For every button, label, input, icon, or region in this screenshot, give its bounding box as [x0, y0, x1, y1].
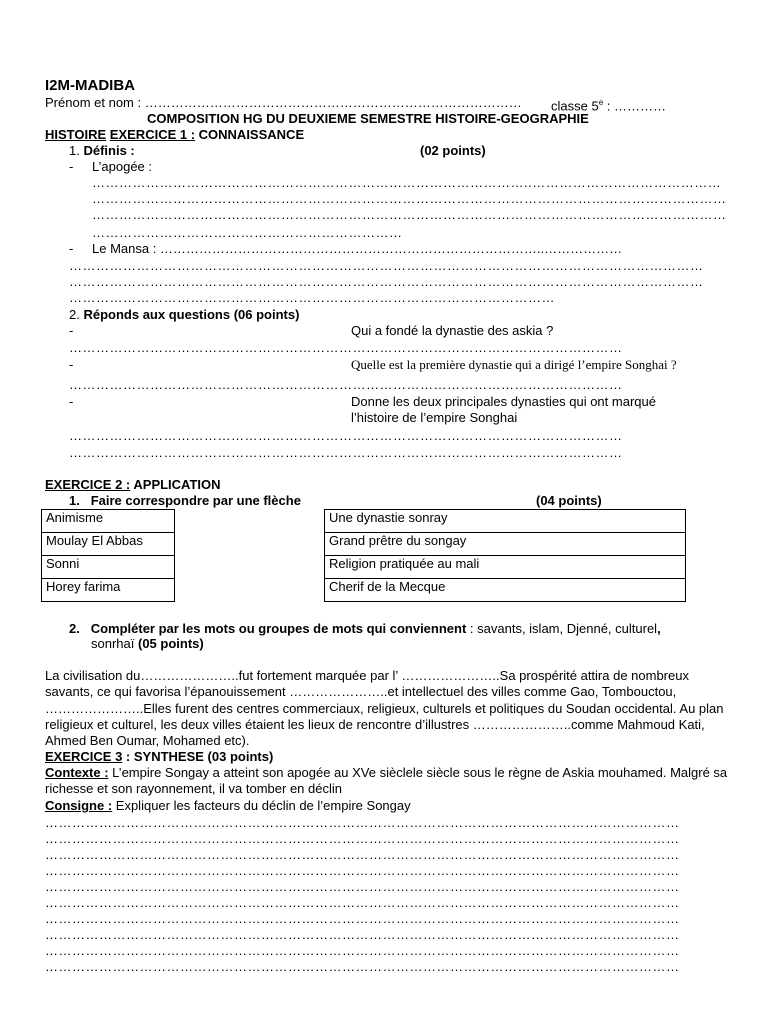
question-3-answer-line-1: …………………………………………………………………………………………………………… — [69, 428, 623, 443]
mansa-line-3: ……………………………………………………………………………………………… — [69, 290, 555, 305]
ex2-q2 — [69, 621, 661, 637]
ex2-heading-rest: APPLICATION — [130, 477, 221, 492]
consigne-text: Expliquer les facteurs du déclin de l’empire Songay — [112, 798, 411, 813]
synthese-answer-line: …………………………………………………………………………………………………………………………… — [45, 911, 680, 926]
match-left-row — [42, 579, 175, 602]
match-right-item: Religion pratiquée au mali — [325, 556, 686, 579]
ex2-heading — [45, 477, 221, 493]
classe-sup: e — [598, 98, 604, 107]
synthese-answer-line: …………………………………………………………………………………………………………………………… — [45, 879, 680, 894]
match-right-row — [325, 556, 686, 579]
mansa-dash: - — [69, 241, 74, 256]
match-right-item: Une dynastie sonray — [325, 510, 686, 533]
classe-label: classe 5 — [551, 98, 599, 114]
ex1-q1-points: (02 points) — [420, 143, 486, 158]
synthese-answer-line: …………………………………………………………………………………………………………………………… — [45, 943, 680, 958]
school-name: I2M-MADIBA — [45, 77, 135, 94]
contexte-paragraph — [45, 765, 735, 798]
name-label: Prénom et nom : …………………………………………………………………………… — [45, 95, 522, 110]
mansa-line-2: …………………………………………………………………………………………………………………………… — [69, 274, 704, 289]
ex2-q2-label: Compléter par les mots ou groupes de mots qui conviennent — [90, 621, 467, 636]
mansa-label: Le Mansa : ……………………………………………………………………………..……………… — [92, 241, 623, 256]
match-left-item: Sonni — [42, 556, 175, 579]
consigne-label: Consigne : — [45, 798, 113, 813]
apogee-line-3: …………………………………………………………………………………………………………………………… — [92, 207, 727, 222]
ex3-heading — [45, 749, 273, 765]
match-right-column — [324, 509, 686, 602]
ex2-q2-line2 — [91, 636, 204, 652]
ex2-q2-comma: , — [657, 621, 661, 636]
synthese-answer-line: …………………………………………………………………………………………………………………………… — [45, 863, 680, 878]
match-right-row — [325, 579, 686, 602]
ex2-q2-words2: sonrhaï — [91, 636, 135, 651]
page-title: COMPOSITION HG DU DEUXIEME SEMESTRE HISTOIRE-GEOGRAPHIE — [147, 111, 589, 126]
fill-in-paragraph: La civilisation du…………………..fut fortement marquée par l’ …………………..Sa prospérité attira de nombreux savants, ce qui favorisa l’épanouissement …………………..et intellectuel des villes comme Gao, Tombouctou, …………………..Elles furent des centres commerciaux, religieux, culturels et politiques du Soudan occidental. Au plan religieux et culturel, les deux villes étaient les lieux de rencontre d’illustres …………………..comme Mahmoud Kati, Ahmed Ben Oumar, Mohamed etc). — [45, 668, 724, 749]
contexte-text: L’empire Songay a atteint son apogée au XVe sièclele siècle sous le règne de Askia mouhamed. Malgré sa richesse et son rayonnement, il va tomber en déclin — [45, 765, 728, 797]
name-field-line — [45, 95, 522, 111]
ex1-q1-label: Définis : — [83, 143, 135, 158]
apogee-line-1: ……………………………………………………………………………………..…………………………………… — [92, 175, 722, 190]
ex2-q2-points: (05 points) — [134, 636, 204, 651]
question-1-dash: - — [69, 323, 74, 338]
ex1-q2-num: 2. — [69, 307, 80, 322]
ex2-q2-words: : savants, islam, Djenné, culturel — [466, 621, 658, 636]
ex1-q2 — [69, 307, 299, 323]
ex3-heading-label: EXERCICE 3 — [45, 749, 123, 764]
match-right-item: Cherif de la Mecque — [325, 579, 686, 602]
match-left-row — [42, 510, 175, 533]
synthese-answer-line: …………………………………………………………………………………………………………………………… — [45, 847, 680, 862]
mansa-line-1: …………………………………………………………………………………………………………………………… — [69, 258, 704, 273]
synthese-answer-line: …………………………………………………………………………………………………………………………… — [45, 959, 680, 974]
apogee-dash: - — [69, 159, 74, 174]
ex2-q1-points: (04 points) — [536, 493, 602, 508]
match-left-item: Horey farima — [42, 579, 175, 602]
ex1-heading — [45, 127, 304, 143]
question-2-dash: - — [69, 357, 74, 372]
question-1-answer-line: …………………………………………………………………………………………………………… — [69, 340, 623, 355]
match-left-item: Animisme — [42, 510, 175, 533]
question-2-text: Quelle est la première dynastie qui a dirigé l’empire Songhai ? — [351, 357, 677, 372]
ex2-q1-num: 1. — [69, 493, 80, 508]
apogee-line-4: …………………………………………………………… — [92, 225, 403, 240]
apogee-line-2: …………………………………………………………………………………………………………………………… — [92, 191, 727, 206]
match-left-column — [41, 509, 175, 602]
match-left-row — [42, 556, 175, 579]
synthese-answer-line: …………………………………………………………………………………………………………………………… — [45, 895, 680, 910]
ex1-heading-rest: CONNAISSANCE — [195, 127, 305, 142]
synthese-answer-line: …………………………………………………………………………………………………………………………… — [45, 815, 680, 830]
question-3-text-2: l’histoire de l’empire Songhai — [351, 410, 518, 425]
ex1-heading-label: EXERCICE 1 : — [109, 127, 196, 142]
ex3-heading-rest: : SYNTHESE (03 points) — [122, 749, 274, 764]
question-2-answer-line: …………………………………………………………………………………………………………… — [69, 377, 623, 392]
question-3-answer-line-2: …………………………………………………………………………………………………………… — [69, 445, 623, 460]
ex2-q1-label: Faire correspondre par une flèche — [90, 493, 301, 508]
ex1-q1-num: 1. — [69, 143, 80, 158]
question-3-dash: - — [69, 394, 74, 409]
ex2-heading-label: EXERCICE 2 : — [45, 477, 131, 492]
match-right-row — [325, 533, 686, 556]
synthese-answer-line: …………………………………………………………………………………………………………………………… — [45, 927, 680, 942]
match-right-row — [325, 510, 686, 533]
match-left-item: Moulay El Abbas — [42, 533, 175, 556]
question-1-text: Qui a fondé la dynastie des askia ? — [351, 323, 554, 338]
classe-dots: : ………… — [603, 98, 666, 114]
question-3-text: Donne les deux principales dynasties qui ont marqué — [351, 394, 656, 409]
apogee-label: L’apogée : — [92, 159, 153, 174]
match-right-item: Grand prêtre du songay — [325, 533, 686, 556]
contexte-label: Contexte : — [45, 765, 109, 780]
section-histoire: HISTOIRE — [45, 127, 107, 142]
ex1-q1 — [69, 143, 135, 159]
match-left-row — [42, 533, 175, 556]
ex1-q2-label: Réponds aux questions (06 points) — [83, 307, 300, 322]
consigne-line — [45, 798, 411, 814]
synthese-answer-line: …………………………………………………………………………………………………………………………… — [45, 831, 680, 846]
ex2-q1 — [69, 493, 301, 509]
ex2-q2-num: 2. — [69, 621, 80, 636]
